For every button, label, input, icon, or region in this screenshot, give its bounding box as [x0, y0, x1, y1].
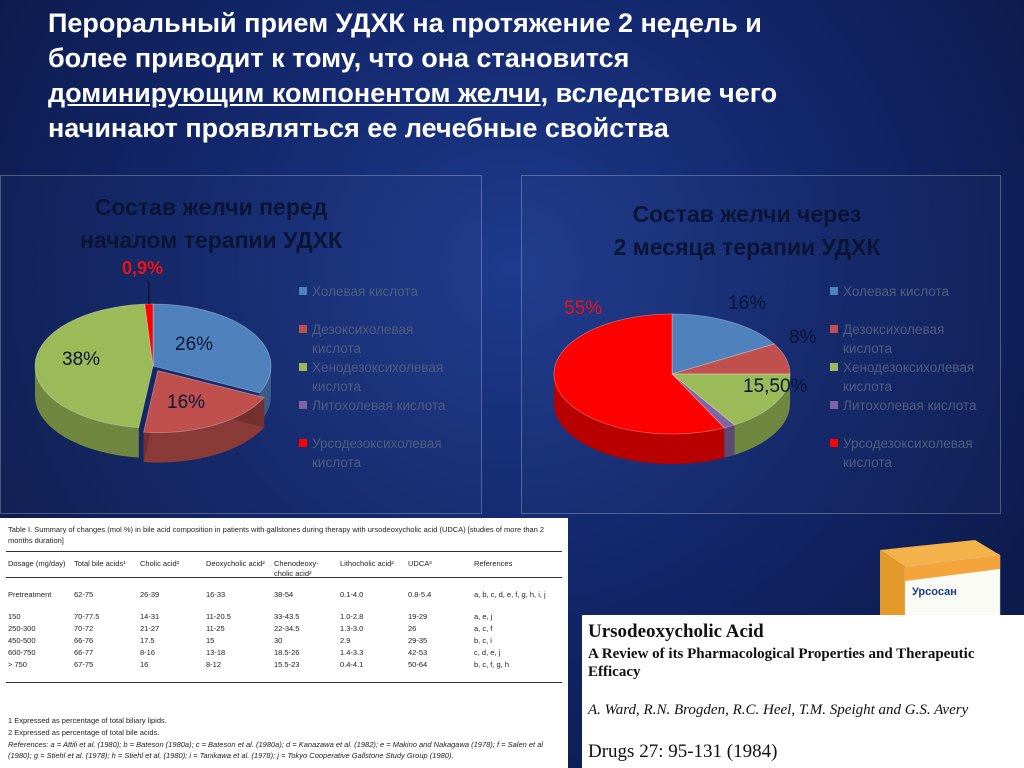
table-header: Chenodeoxy-cholic acid² [274, 559, 319, 578]
product-name: Урсосан [912, 586, 957, 598]
chart-title-after: Состав желчи через 2 месяца терапии УДХК [613, 201, 881, 260]
legend-item-ursodeoxycholic: Урсодезоксихолевая кислота [830, 434, 1000, 472]
legend-item-cholic: Холевая кислота [299, 282, 477, 301]
chart-title-before: Состав желчи перед началом терапии УДХК [79, 194, 343, 253]
table-cell: 30 [274, 636, 283, 645]
legend-item-lithocholic: Литохолевая кислота [830, 396, 1000, 415]
table-cell: 22-34.5 [274, 624, 300, 633]
table-header: Lithocholic acid² [340, 559, 394, 568]
data-label-chenodeoxycholic: 38% [62, 349, 101, 370]
table-cell: 1.3-3.0 [340, 624, 364, 633]
reference-title: Ursodeoxycholic Acid [588, 621, 764, 642]
pie-slices [35, 304, 271, 463]
table-cell: 250-300 [8, 624, 36, 633]
table-cell: a, e, j [474, 612, 493, 621]
data-label-ursodeoxycholic: 0,9% [122, 258, 164, 278]
table-cell: 0.1-4.0 [340, 590, 364, 599]
table-cell: b, c, f, g, h [474, 660, 510, 669]
table-cell: c, d, e, j [474, 648, 501, 657]
title-underlined-phrase: доминирующим компонентом желчи [48, 78, 541, 108]
table-cell: 38-54 [274, 590, 294, 599]
reference-authors: A. Ward, R.N. Brogden, R.C. Heel, T.M. Speight and G.S. Avery [588, 702, 969, 718]
legend-before [299, 282, 477, 491]
table-rule-bottom [6, 682, 562, 683]
table-cell: 16-33 [206, 590, 226, 599]
legend-after [830, 282, 1000, 491]
table-header: UDCA² [408, 559, 432, 568]
table-header: References [474, 559, 513, 568]
table-cell: 26-39 [140, 590, 160, 599]
table-cell: 16 [140, 660, 149, 669]
table-cell: 19-29 [408, 612, 428, 621]
table-cell: 50-64 [408, 660, 428, 669]
table-cell: 17.5 [140, 636, 155, 645]
legend-item-deoxycholic: Дезоксихолевая кислота [830, 320, 1000, 358]
table-cell: 2.9 [340, 636, 351, 645]
legend-item-deoxycholic: Дезоксихолевая кислота [299, 320, 477, 358]
chart-after-therapy [521, 175, 1001, 514]
table-cell: 15 [206, 636, 215, 645]
table-cell: 450-500 [8, 636, 36, 645]
table-footnote-1: 1 Expressed as percentage of total biliary lipids. [8, 716, 167, 725]
table-footnote-2: 2 Expressed as percentage of total bile acids. [8, 728, 160, 737]
chart-before-therapy [0, 175, 482, 514]
title-line-1: Пероральный прием УДХК на протяжение 2 недель и [48, 8, 762, 38]
reference-citation [582, 615, 1024, 768]
data-label-cholic: 16% [728, 293, 767, 314]
table-rule-header [6, 577, 562, 578]
table-cell: a, c, f [474, 624, 493, 633]
reference-subtitle: A Review of its Pharmacological Properties and Therapeutic Efficacy [588, 646, 975, 680]
table-cell: > 750 [8, 660, 27, 669]
table-cell: 1.0-2.8 [340, 612, 364, 621]
table-cell: 8-16 [140, 648, 156, 657]
table-cell: 70-77.5 [74, 612, 100, 621]
table-cell: 66-77 [74, 648, 94, 657]
pie-side-lithocholic [724, 425, 734, 458]
table-cell: 1.4-3.3 [340, 648, 364, 657]
legend-item-lithocholic: Литохолевая кислота [299, 396, 477, 415]
data-label-deoxycholic: 16% [167, 392, 206, 413]
legend-item-chenodeoxycholic: Хенодезоксихолевая кислота [830, 358, 1000, 396]
title-line-4: начинают проявляться ее лечебные свойства [48, 113, 669, 143]
table-cell: 62-75 [74, 590, 94, 599]
table-cell: b, c, i [474, 636, 492, 645]
title-line-2: более приводит к тому, что она становится [48, 43, 630, 73]
table-cell: 0.8-5.4 [408, 590, 432, 599]
slide-title [48, 6, 968, 146]
table-header: Cholic acid² [140, 559, 180, 568]
table-cell: 15.5-23 [274, 660, 300, 669]
data-label-cholic: 26% [175, 334, 214, 355]
legend-item-ursodeoxycholic: Урсодезоксихолевая кислота [299, 434, 477, 472]
table-header: Total bile acids¹ [74, 559, 126, 568]
table-cell: 29-35 [408, 636, 428, 645]
table-caption: Table I. Summary of changes (mol %) in bile acid composition in patients with gallstones during therapy with ursodeoxycholic acid (UDCA) [studies of more than 2 months duration] [8, 525, 545, 545]
table-cell: 14-31 [140, 612, 160, 621]
table-cell: 11-20.5 [206, 612, 231, 621]
table-references: References: a = Attili et al. (1980); b = Bateson (1980a); c = Bateson et al. (1980a); d = Kanazawa et al. (1982); e = Makino and Nakagawa (1978); f = Salen et al (1980); g = Stiehl et al. (1978); h = Stiehl et al. (1980); i = Tanikawa et al. (1978); j = Tokyo Cooperative Gallstone Study Group (1980). [8, 740, 544, 760]
table-cell: 33-43.5 [274, 612, 300, 621]
title-line-3-rest: , вследствие чего [540, 78, 778, 108]
table-cell: 26 [408, 624, 417, 633]
table-cell: 0.4-4.1 [340, 660, 364, 669]
table-cell: 70-72 [74, 624, 94, 633]
table-cell: a, b, c, d, e, f, g, h, i, j [474, 590, 546, 599]
table-rule-top [6, 551, 562, 552]
legend-item-chenodeoxycholic: Хенодезоксихолевая кислота [299, 358, 477, 396]
table-cell: 21-27 [140, 624, 160, 633]
reference-journal: Drugs 27: 95-131 (1984) [588, 741, 778, 762]
bile-acid-study-table [0, 518, 568, 768]
table-cell: 13-18 [206, 648, 226, 657]
table-cell: Pretreatment [8, 590, 52, 599]
table-cell: 42-53 [408, 648, 428, 657]
data-label-chenodeoxycholic: 15,50% [743, 376, 808, 397]
data-label-ursodeoxycholic: 55% [564, 298, 603, 319]
table-cell: 66-76 [74, 636, 94, 645]
table-cell: 18.5-26 [274, 648, 300, 657]
table-cell: 8-12 [206, 660, 222, 669]
table-cell: 150 [8, 612, 21, 621]
table-header: Dosage (mg/day) [8, 559, 66, 568]
table-header: Deoxycholic acid² [206, 559, 265, 568]
table-cell: 67-75 [74, 660, 94, 669]
data-label-deoxycholic: 8% [789, 327, 817, 348]
table-cell: 11-25 [206, 624, 225, 633]
legend-item-cholic: Холевая кислота [830, 282, 1000, 301]
table-cell: 600-750 [8, 648, 36, 657]
